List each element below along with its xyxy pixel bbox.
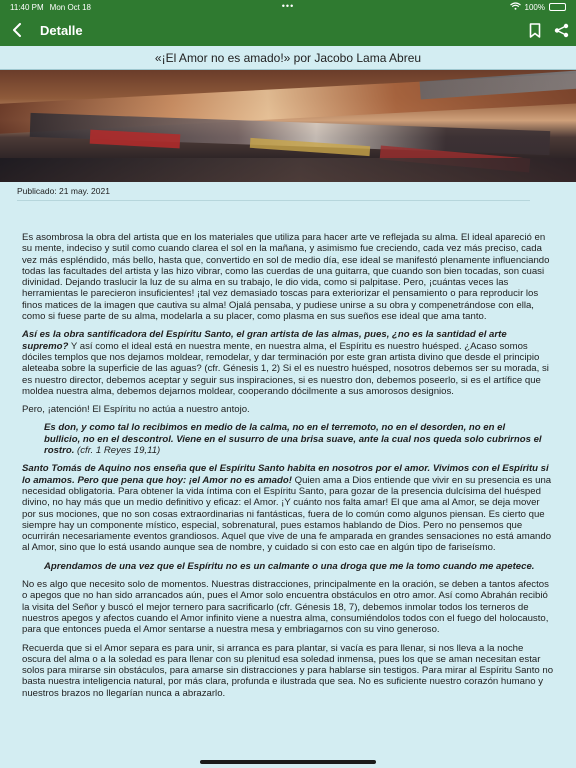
paragraph: Santo Tomás de Aquino nos enseña que el Espíritu Santo habita en nosotros por el amor. Vivimos con el Espíritu si lo amamos. Pero que pena que hoy: ¡el Amor no es amado! Quien ama a Dios entiende que vivir en su presencia es una necesidad obligatoria. Para obtener la vida íntima con el Espíritu Santo, para gozar de la presencia dulcísima del huésped divino, no hay más que un medio definitivo y eficaz: el Amor. ¡Y cuánto nos falta amar! El que ama al Amor, se deja mover por sus mociones, que no son cosas extraordinarias ni fantásticas, fuera de lo común como algunos piensan. Es cierto que siempre hay un componente místico, especial, sobrenatural, pues estamos hablando de Dios. Pero no pensemos que ocurrirán necesariamente eventos grandiosos. Aquel que vive de una fe amparada en grandes sensaciones no está amando al Amor, sino que lo está usando aunque sea de nombre, y cuidado si con esto cae en algún tipo de fariseísmo. xyxy=(22,463,552,554)
paragraph: Es asombrosa la obra del artista que en los materiales que utiliza para hacer arte ve reflejada su alma. El ideal apareció en su mente, indeciso y sutil como cuando clarea el sol en la mañana, y asimismo fue creciendo, cada vez más preciso, cada vez más espléndido, más bello, hasta que, convertido en sol de medio día, ese ideal se manifestó plenamente influenciando todas las facultades del artista y las hizo vibrar, como las cuerdas de una guitarra, que cuando son bien tocadas, son cuasi divinidad. Dejando traslucir la luz de su alma en su trabajo, le dio vida, como si palpitase. Pero, ¡cuántas veces las herramientas le parecieron insuficientes! ¡tal vez demasiado toscas para exteriorizar el pensamiento o para reproducir los finos matices de la imagen que cautiva su alma! Ojalá pensaba, y pudiese unirse a su obra y compenetrándose con ella, como si fuese parte de su alma, modelarla a su placer, como plasma en sus sueños ese ideal que ama tanto. xyxy=(22,232,550,323)
share-icon xyxy=(554,23,569,38)
bookmark-icon xyxy=(529,23,541,38)
paragraph: No es algo que necesito solo de momentos. Nuestras distracciones, principalmente en la oración, se deben a tantos afectos o apegos que no han sido arrancados aún, pues el Amor solo encuentra obstáculos en otro amor. Así como Abrahán recibió la visita del Señor y buscó el mejor ternero para sacrificarlo (cfr. Génesis 18, 7), debemos inmolar todos los terneros de nuestros apegos y afectos cuando el Amor infinito viene a nuestra alma, consumiéndolos todos con el fuego del holocausto, para que entonces pueda el Amor sentarse a nuestra mesa y embriagarnos con su vino generoso. xyxy=(22,579,549,636)
paragraph: Así es la obra santificadora del Espíritu Santo, el gran artista de las almas, pues, ¿no es la santidad el arte supremo? Y así como el ideal está en nuestra mente, en nuestra alma, el Espíritu es nuestro huésped. ¿Acaso somos dóciles templos que nos dejamos moldear, remodelar, y dar terminación por este gran artista divino que desde el principio aleteaba sobre la superficie de las aguas? (cfr. Génesis 1, 2) Si el es nuestro huésped, nosotros debemos ser su morada, si es nuestro director, debemos aceptar y seguir sus inspiraciones, si es nuestro don, debemos poseerlo, si es el artífice que moldea nuestra alma, debemos dejarnos moldear, cooperando dócilmente a sus amorosos designios. xyxy=(22,329,549,397)
back-button[interactable] xyxy=(2,14,32,46)
published-date: Publicado: 21 may. 2021 xyxy=(17,186,110,196)
quote-block: Aprendamos de una vez que el Espíritu no es un calmante o una droga que me la tomo cuando me apetece. xyxy=(44,560,535,572)
paragraph: Recuerda que si el Amor separa es para unir, si arranca es para plantar, si vacía es para llenar, si nos lleva a la noche oscura del alma o a la soledad es para llenar con su plenitud esa soledad inmensa, pues los que se aman necesitan estar solos para mirarse sin obstáculos, para amarse sin distracciones y para hablarse sin testigos. Para mirar al Espíritu Santo no basta nuestra inteligencia natural, por más clara, profunda e ilustrada que sea. No es suficiente nuestro corazón humano y nuestros brazos no llegarían nunca a abrazarlo. xyxy=(22,642,554,699)
article-heading: «¡El Amor no es amado!» por Jacobo Lama Abreu xyxy=(0,46,576,70)
multitasking-dots[interactable]: ••• xyxy=(281,1,295,11)
bookmark-button[interactable] xyxy=(526,19,544,41)
paragraph: Pero, ¡atención! El Espíritu no actúa a nuestro antojo. xyxy=(22,404,250,416)
status-date: Mon Oct 18 xyxy=(49,2,92,12)
share-button[interactable] xyxy=(552,19,570,41)
chevron-left-icon xyxy=(12,23,22,37)
status-bar xyxy=(0,0,576,14)
wifi-icon xyxy=(510,2,521,12)
status-time: 11:40 PM xyxy=(10,2,44,12)
quote-block: Es don, y como tal lo recibimos en medio de la calma, no en el terremoto, no en el desorden, no en el bullicio, no en el descontrol. Viene en el susurro de una brisa suave, ante la cual nos queda solo cubrirnos el rostro. (cfr. 1 Reyes 19,11) xyxy=(44,422,542,457)
home-indicator[interactable] xyxy=(200,760,376,764)
battery-percent: 100% xyxy=(524,2,545,12)
page-title: Detalle xyxy=(40,22,83,38)
app-bar xyxy=(0,14,576,46)
divider xyxy=(17,200,530,201)
article-body xyxy=(22,232,554,706)
battery-icon xyxy=(549,3,566,11)
article-banner-image xyxy=(0,70,576,182)
